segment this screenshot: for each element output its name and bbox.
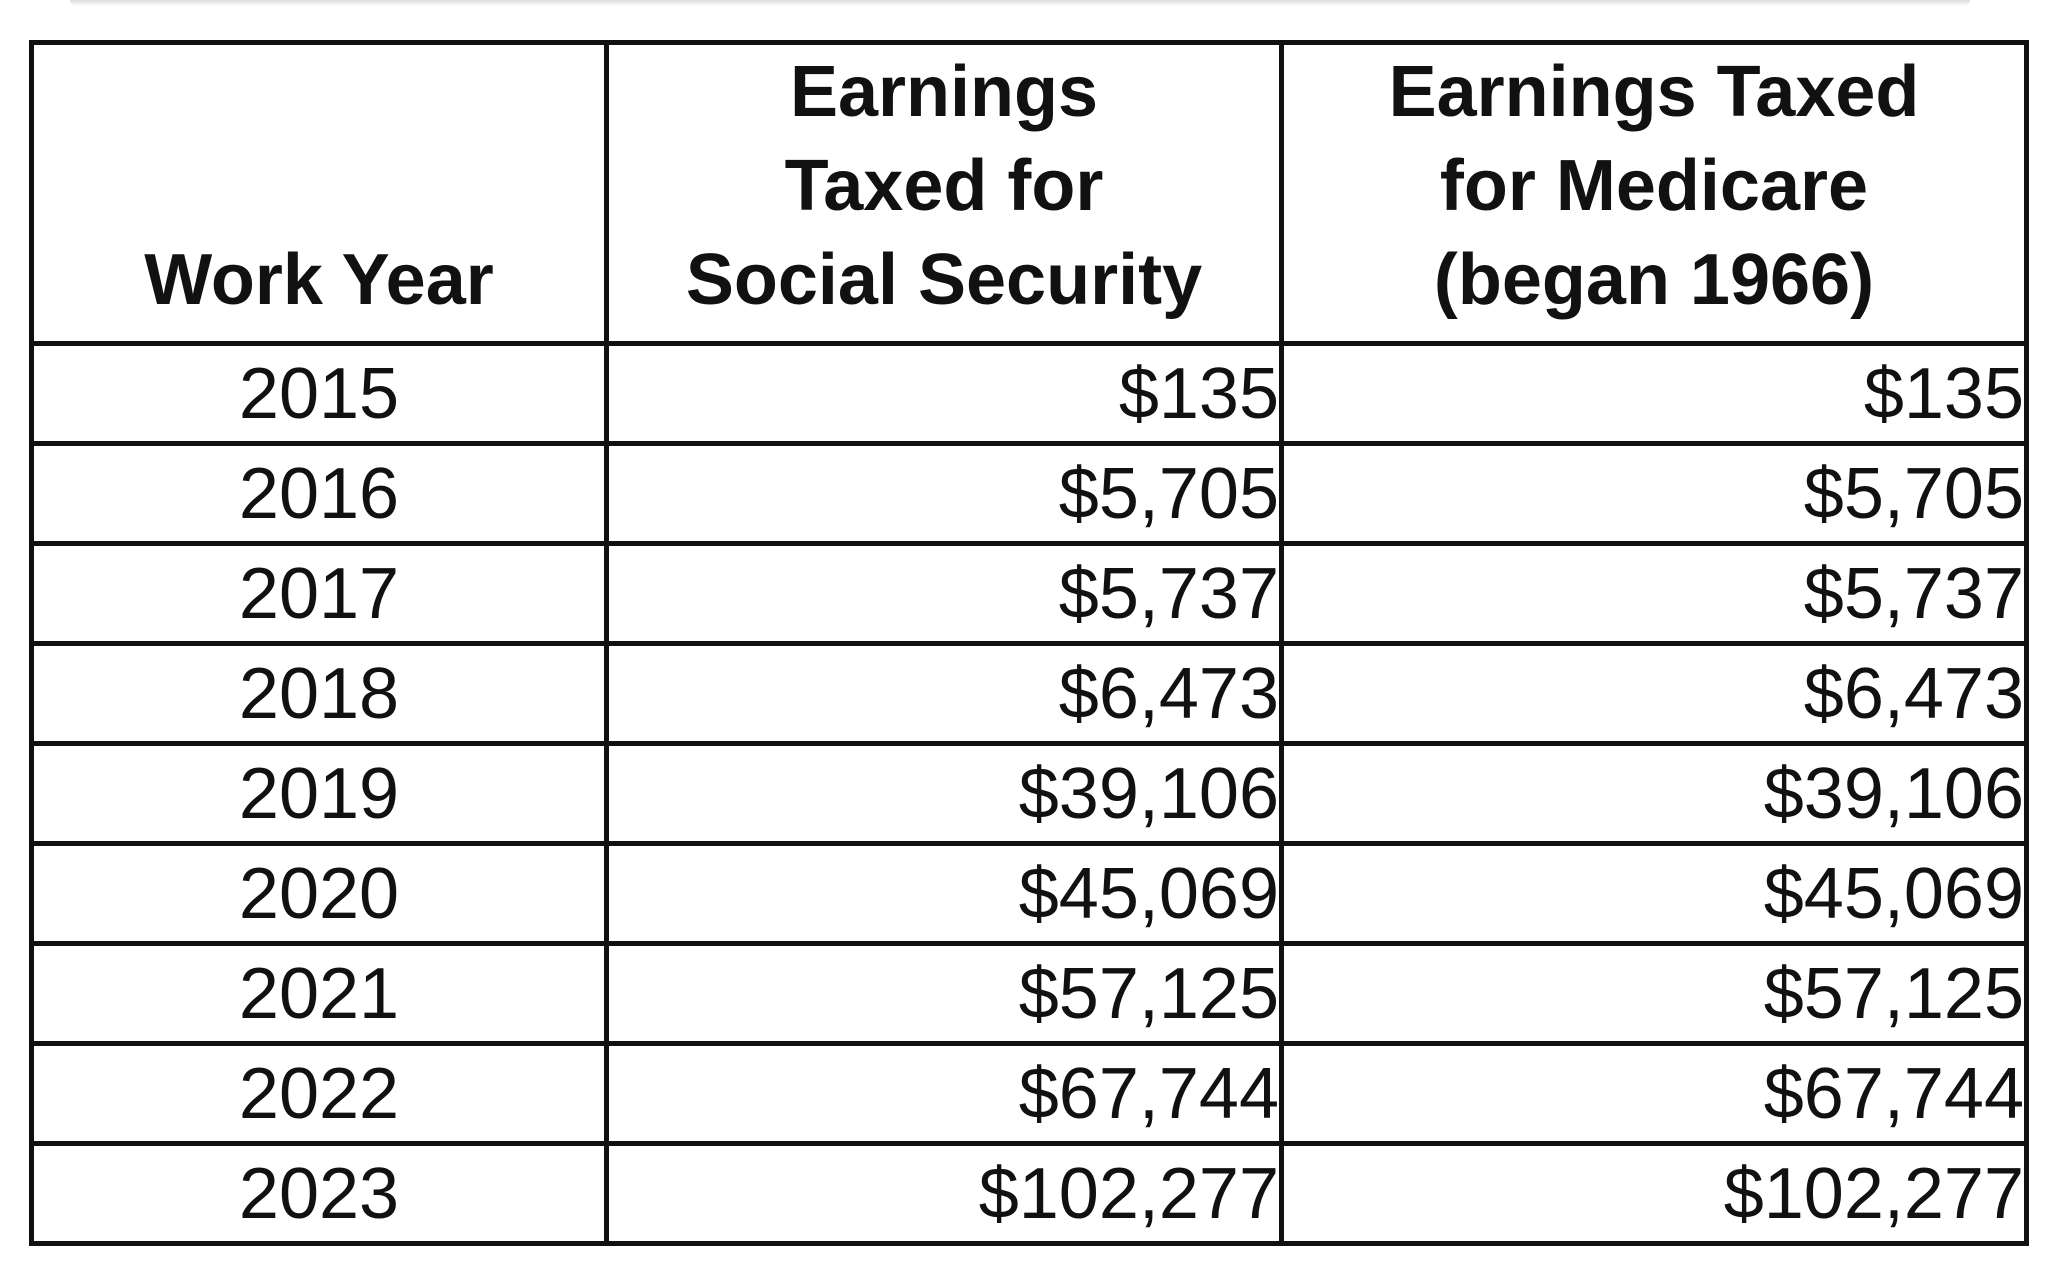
table-row	[32, 644, 2027, 744]
cell-social-security: $45,069	[607, 844, 1282, 944]
table-row	[32, 744, 2027, 844]
cell-medicare: $5,737	[1282, 544, 2027, 644]
cell-social-security: $102,277	[607, 1144, 1282, 1244]
header-social-security-line3: Social Security	[685, 240, 1203, 320]
header-medicare-line3: (began 1966)	[1433, 240, 1875, 320]
header-social-security-line2: Taxed for	[784, 146, 1104, 226]
header-work-year: Work Year	[32, 43, 607, 344]
cell-medicare: $67,744	[1282, 1044, 2027, 1144]
cell-medicare: $6,473	[1282, 644, 2027, 744]
table-row	[32, 344, 2027, 444]
table-row	[32, 1144, 2027, 1244]
table-header-row	[32, 43, 2027, 344]
table-row	[32, 444, 2027, 544]
cell-social-security: $5,737	[607, 544, 1282, 644]
cell-work-year: 2018	[32, 644, 607, 744]
header-medicare	[1282, 43, 2027, 344]
cell-social-security: $135	[607, 344, 1282, 444]
cell-social-security: $6,473	[607, 644, 1282, 744]
cell-work-year: 2015	[32, 344, 607, 444]
header-social-security-line1: Earnings	[789, 52, 1099, 132]
header-medicare-line2: for Medicare	[1439, 146, 1869, 226]
cell-work-year: 2023	[32, 1144, 607, 1244]
cell-work-year: 2017	[32, 544, 607, 644]
table-row	[32, 544, 2027, 644]
cell-social-security: $39,106	[607, 744, 1282, 844]
cell-medicare: $57,125	[1282, 944, 2027, 1044]
cell-medicare: $39,106	[1282, 744, 2027, 844]
cell-social-security: $57,125	[607, 944, 1282, 1044]
cell-medicare: $45,069	[1282, 844, 2027, 944]
cell-work-year: 2019	[32, 744, 607, 844]
table-row	[32, 944, 2027, 1044]
cell-work-year: 2020	[32, 844, 607, 944]
earnings-table	[29, 40, 2029, 1246]
cell-medicare: $135	[1282, 344, 2027, 444]
header-social-security	[607, 43, 1282, 344]
top-edge-shadow	[70, 0, 1970, 6]
cell-medicare: $5,705	[1282, 444, 2027, 544]
table-row	[32, 844, 2027, 944]
cell-social-security: $67,744	[607, 1044, 1282, 1144]
cell-work-year: 2016	[32, 444, 607, 544]
cell-social-security: $5,705	[607, 444, 1282, 544]
cell-medicare: $102,277	[1282, 1144, 2027, 1244]
table-row	[32, 1044, 2027, 1144]
header-medicare-line1: Earnings Taxed	[1388, 52, 1920, 132]
cell-work-year: 2022	[32, 1044, 607, 1144]
cell-work-year: 2021	[32, 944, 607, 1044]
